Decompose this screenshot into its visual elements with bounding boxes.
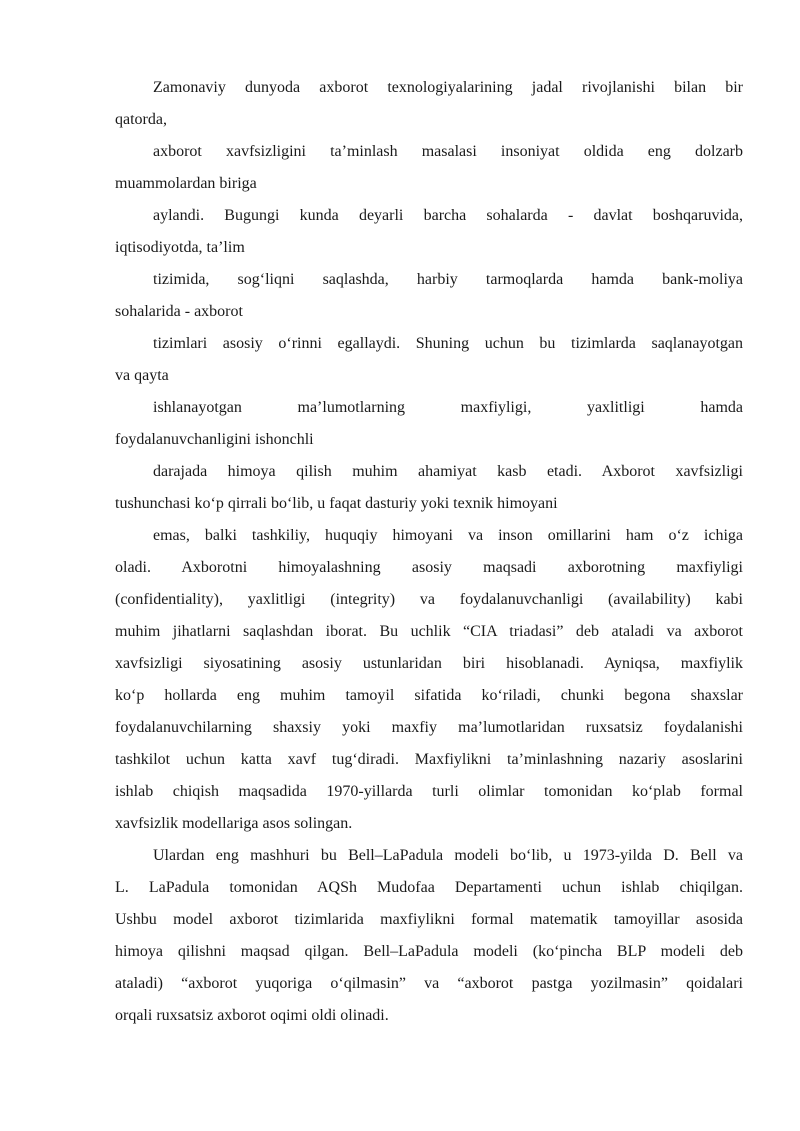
paragraph-line: Ushbu model axborot tizimlarida maxfiylikni formal matematik tamoyillar asosida	[115, 911, 743, 928]
document-body	[115, 72, 743, 1032]
paragraph-line: muammolardan biriga	[115, 175, 257, 192]
paragraph	[115, 392, 743, 456]
paragraph-first-line: tizimlari asosiy o‘rinni egallaydi. Shuning uchun bu tizimlarda saqlanayotgan	[153, 335, 743, 352]
paragraph	[115, 200, 743, 264]
paragraph	[115, 136, 743, 200]
paragraph-first-line: Zamonaviy dunyoda axborot texnologiyalarining jadal rivojlanishi bilan bir	[153, 79, 743, 96]
paragraph-first-line: ishlanayotgan ma’lumotlarning maxfiyligi, yaxlitligi hamda	[153, 399, 743, 416]
paragraph	[115, 328, 743, 392]
paragraph	[115, 456, 743, 520]
paragraph-line: xavfsizlik modellariga asos solingan.	[115, 815, 353, 832]
paragraph-line: sohalarida - axborot	[115, 303, 243, 320]
paragraph-line: foydalanuvchanligini ishonchli	[115, 431, 314, 448]
paragraph-first-line: emas, balki tashkiliy, huquqiy himoyani va inson omillarini ham o‘z ichiga	[153, 527, 743, 544]
paragraph-line: tashkilot uchun katta xavf tug‘diradi. Maxfiylikni ta’minlashning nazariy asoslarini	[115, 751, 743, 768]
paragraph-first-line: darajada himoya qilish muhim ahamiyat kasb etadi. Axborot xavfsizligi	[153, 463, 743, 480]
paragraph-first-line: aylandi. Bugungi kunda deyarli barcha sohalarda - davlat boshqaruvida,	[153, 207, 743, 224]
paragraph-line: muhim jihatlarni saqlashdan iborat. Bu uchlik “CIA triadasi” deb ataladi va axborot	[115, 623, 743, 640]
paragraph-line: xavfsizligi siyosatining asosiy ustunlaridan biri hisoblanadi. Ayniqsa, maxfiylik	[115, 655, 743, 672]
paragraph-line: oladi. Axborotni himoyalashning asosiy maqsadi axborotning maxfiyligi	[115, 559, 743, 576]
paragraph-line: foydalanuvchilarning shaxsiy yoki maxfiy ma’lumotlaridan ruxsatsiz foydalanishi	[115, 719, 743, 736]
paragraph	[115, 264, 743, 328]
paragraph-line: iqtisodiyotda, ta’lim	[115, 239, 245, 256]
paragraph-line: ishlab chiqish maqsadida 1970-yillarda turli olimlar tomonidan ko‘plab formal	[115, 783, 743, 800]
paragraph	[115, 72, 743, 136]
paragraph-line: (confidentiality), yaxlitligi (integrity) va foydalanuvchanligi (availability) kabi	[115, 591, 743, 608]
paragraph-first-line: tizimida, sog‘liqni saqlashda, harbiy tarmoqlarda hamda bank-moliya	[153, 271, 743, 288]
paragraph-line: ataladi) “axborot yuqoriga o‘qilmasin” va “axborot pastga yozilmasin” qoidalari	[115, 975, 743, 992]
paragraph-line: L. LaPadula tomonidan AQSh Mudofaa Departamenti uchun ishlab chiqilgan.	[115, 879, 743, 896]
paragraph-line: orqali ruxsatsiz axborot oqimi oldi olinadi.	[115, 1007, 389, 1024]
paragraph-line: ko‘p hollarda eng muhim tamoyil sifatida ko‘riladi, chunki begona shaxslar	[115, 687, 743, 704]
paragraph-line: va qayta	[115, 367, 169, 384]
paragraph-line: himoya qilishni maqsad qilgan. Bell–LaPadula modeli (ko‘pincha BLP modeli deb	[115, 943, 743, 960]
paragraph-first-line: axborot xavfsizligini ta’minlash masalasi insoniyat oldida eng dolzarb	[153, 143, 743, 160]
paragraph-line: qatorda,	[115, 111, 167, 128]
paragraph	[115, 840, 743, 1032]
paragraph	[115, 520, 743, 840]
paragraph-first-line: Ulardan eng mashhuri bu Bell–LaPadula modeli bo‘lib, u 1973-yilda D. Bell va	[153, 847, 743, 864]
paragraph-line: tushunchasi ko‘p qirrali bo‘lib, u faqat dasturiy yoki texnik himoyani	[115, 495, 558, 512]
